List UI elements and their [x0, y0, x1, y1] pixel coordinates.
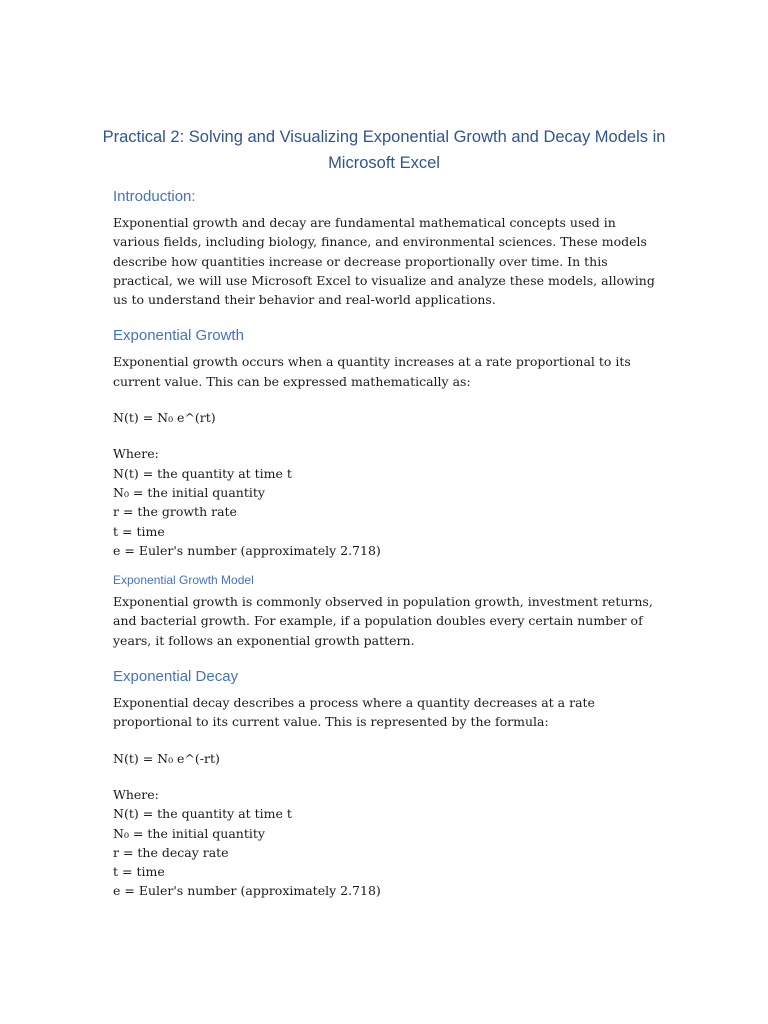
growth-model-text: Exponential growth is commonly observed in population growth, investment returns, and bacterial growth. For example, if a population doubles every certain number of years, it follows an exponential growth pattern.	[113, 594, 653, 648]
document-body	[113, 187, 658, 913]
growth-definitions	[113, 444, 658, 560]
decay-formula: N(t) = N₀ e^(-rt)	[113, 750, 220, 766]
definition-item: e = Euler's number (approximately 2.718)	[113, 883, 381, 899]
definition-item: N₀ = the initial quantity	[113, 825, 265, 841]
definition-item: e = Euler's number (approximately 2.718)	[113, 542, 381, 558]
introduction-heading: Introduction:	[113, 188, 196, 205]
growth-model-heading: Exponential Growth Model	[113, 573, 254, 588]
definition-item: t = time	[113, 523, 165, 539]
growth-section	[113, 326, 658, 560]
growth-where-label: Where:	[113, 446, 159, 462]
growth-model-section	[113, 572, 658, 650]
growth-formula: N(t) = N₀ e^(rt)	[113, 410, 216, 426]
definition-item: t = time	[113, 864, 165, 880]
growth-heading: Exponential Growth	[113, 327, 244, 345]
definition-item: r = the decay rate	[113, 844, 229, 860]
decay-heading: Exponential Decay	[113, 668, 239, 686]
decay-definitions	[113, 785, 658, 901]
introduction-text: Exponential growth and decay are fundamental mathematical concepts used in various fields, including biology, finance, and environmental sciences. These models describe how quantities increase or decrease proportionally over time. In this practical, we will use Microsoft Excel to visualize and analyze these models, allowing us to understand their behavior and real-world applications.	[113, 215, 655, 308]
growth-text: Exponential growth occurs when a quantity increases at a rate proportional to its current value. This can be expressed mathematically as:	[113, 354, 631, 389]
introduction-section	[113, 187, 658, 309]
document-title: Practical 2: Solving and Visualizing Exponential Growth and Decay Models in Microsoft Excel	[102, 128, 666, 172]
definition-item: N(t) = the quantity at time t	[113, 465, 292, 481]
decay-section	[113, 667, 658, 901]
definition-item: r = the growth rate	[113, 504, 237, 520]
decay-where-label: Where:	[113, 786, 159, 802]
definition-item: N₀ = the initial quantity	[113, 484, 265, 500]
definition-item: N(t) = the quantity at time t	[113, 806, 292, 822]
decay-text: Exponential decay describes a process where a quantity decreases at a rate proportional to its current value. This is represented by the formula:	[113, 695, 595, 730]
